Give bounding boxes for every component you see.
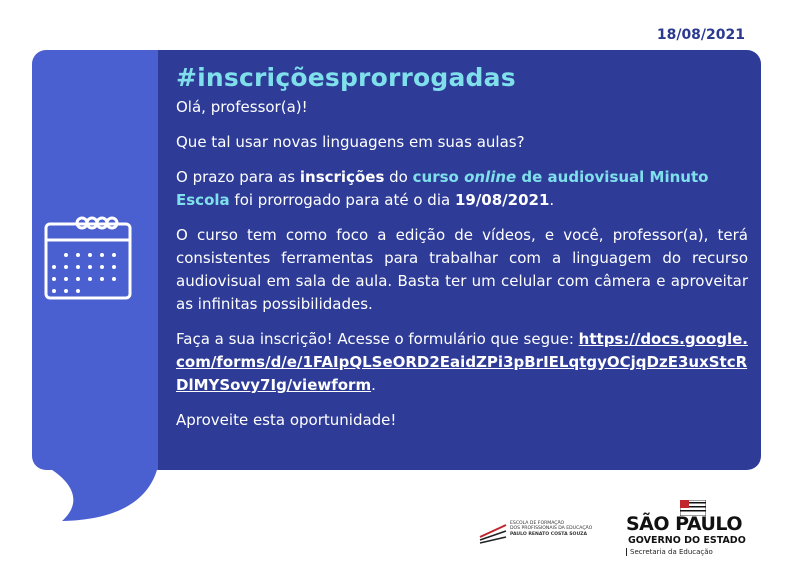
deadline-text: . bbox=[549, 191, 555, 209]
deadline-date: 19/08/2021 bbox=[454, 191, 550, 209]
cta-text: Faça a sua inscrição! Acesse o formulário que segue: bbox=[176, 330, 579, 348]
sp-secretaria: Secretaria da Educação bbox=[626, 548, 713, 556]
efape-logo bbox=[478, 515, 598, 545]
post-date: 18/08/2021 bbox=[656, 27, 745, 43]
efape-line: ESCOLA DE FORMAÇÃO bbox=[510, 521, 565, 526]
announcement-content bbox=[176, 63, 748, 441]
course-name-part: curso bbox=[412, 168, 465, 186]
efape-line: PAULO RENATO COSTA SOUZA bbox=[510, 531, 588, 537]
course-name-part: de audiovisual Minuto Escola bbox=[176, 168, 709, 209]
cta-end: . bbox=[371, 376, 376, 394]
sao-paulo-government-logo bbox=[622, 500, 752, 560]
closing: Aproveite esta oportunidade! bbox=[176, 411, 397, 429]
question: Que tal usar novas linguagens em suas aulas? bbox=[176, 133, 525, 151]
course-description: O curso tem como foco a edição de vídeos, e você, professor(a), terá consistentes ferramentas para trabalhar com a linguagem do recurso audiovisual em sala de aula. Basta ter um celular com câmera e aproveitar as infinitas possibilidades. bbox=[176, 226, 748, 313]
deadline-inscricoes: inscrições bbox=[299, 168, 385, 186]
efape-line: DOS PROFISSIONAIS DA EDUCAÇÃO bbox=[510, 526, 593, 532]
sp-gov: GOVERNO DO ESTADO bbox=[628, 535, 746, 546]
calendar-icon bbox=[42, 210, 134, 302]
deadline-text: foi prorrogado para até o dia bbox=[229, 191, 455, 209]
deadline-text: O prazo para as bbox=[176, 168, 300, 186]
efape-logo-text bbox=[510, 521, 600, 537]
form-link[interactable]: https://docs.google.com/forms/d/e/1FAIpQLSeORD2EaidZPi3pBrIELqtgyOCjqDzE3uxStcRDlMYSovy7Ig/viewform bbox=[176, 330, 748, 394]
hashtag-title: #inscriçõesprorrogadas bbox=[176, 63, 516, 92]
deadline-text: do bbox=[384, 168, 413, 186]
course-online: online bbox=[464, 168, 517, 186]
greeting: Olá, professor(a)! bbox=[176, 98, 308, 116]
deadline-paragraph bbox=[176, 166, 748, 212]
cta-paragraph bbox=[176, 328, 748, 397]
efape-logo-mark bbox=[478, 515, 508, 545]
sp-name: SÃO PAULO bbox=[626, 513, 742, 535]
